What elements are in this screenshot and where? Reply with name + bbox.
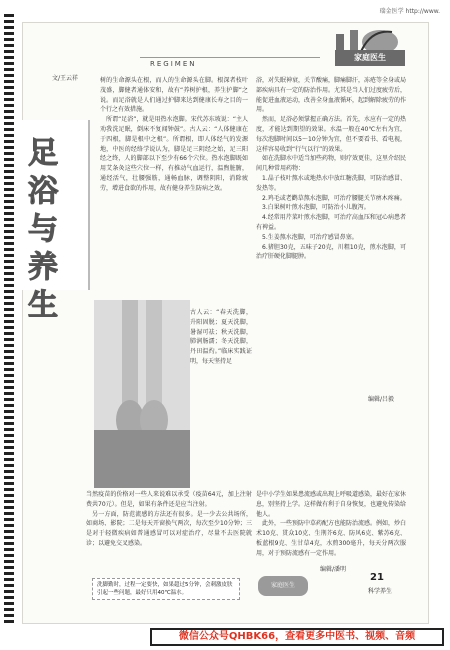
article-column-2: 浴，对失眠神衰，关节酸痛，脚痛脚汗，冻疮等全身或局部疾病具有一定的防治作用。尤其是当人们过度疲劳后，能促进血液运动，改善全身血液循环，起到解除疲劳的作用。 然而，足浴必须掌握正确方法。首先，水应有一定的热度，才能达到期望的效果。水温一般在40℃左右为宜，每次泡脚时间以5～10分钟为宜，但不要看书、看电视，这样容易收到“行气以行”的效果。 如在洗脚水中适当加些药物，则疗效更佳，这里介绍民间几种常用药物： 1.晶子枝叶熬水或地热水中放红糖洗脚，可防治感冒、发热等。 2.鸡毛或老鹳草熬水泡脚，可治疗腰腿关节痹木疼痛。 3.白果树叶煎水泡脚，可防治小儿腹泻。 4.经常用芹菜叶煎水泡脚，可治疗高血压和冠心病患者有裨益。 5.生姜熬水泡脚，可治疗感冒鼻塞。 6.猪胆30克，五味子20克，川粗10克，煎水泡脚，可治疗肝硬化脚腿肿。 <box>256 77 407 261</box>
editor-signature: 编辑/吕毅 <box>368 396 395 403</box>
article-column-4: 是中小学生如果患流感或出现上呼吸道感染，最好在家休息，别坚持上学。这样做有利于自身恢复，也避免传染给他人。 此外，一些预防中草药配方也能防治流感。例如，炒白术10克、贯众10克、生荆芥6克、防风6克、紫苏6克、板蓝根9克、生甘草4克，水煎300毫升，每天分两次服用，对于预防流感有一定作用。 <box>256 491 407 557</box>
editor-signature: 编辑/潘明 <box>320 566 347 573</box>
page-number: 21 <box>370 572 384 583</box>
footer-badge: 家庭医生 <box>258 576 308 596</box>
title-char: 生 <box>28 288 58 323</box>
page-label: 科学养生 <box>368 588 393 595</box>
title-char: 浴 <box>28 174 58 209</box>
feet-in-water-photo <box>94 300 190 488</box>
wechat-banner: 微信公众号QHBK66，查看更多中医书、视频、音频 <box>150 628 444 646</box>
article-title <box>28 135 58 325</box>
header-url: 瑞金医学 http://www. <box>379 8 440 15</box>
title-char: 养 <box>28 250 58 285</box>
article-column-3: 当然疫苗的价格对一些人来说难以承受（疫苗64元，加上注射费共70元）。但是，如果有条件还是应当注射。 另一方面，防范流感的方法还有很多。是一少去公共场所，如商场、影院；二是每天开窗换气两次，每次至少10分钟；三是对于轻微疾病如普通感冒可以对症治疗，尽量不去医院就诊；以避免交叉感染。 <box>86 491 252 547</box>
title-char: 与 <box>28 212 58 247</box>
binding-strip <box>4 14 14 624</box>
article-column-1: 树的生命源头在根，而人的生命源头在脚。根深者枝叶茂盛，脚健者通体安和，故有“养树护根，养生护脚”之说。而足浴就是人们通过护脚来达到健康长寿之目的一个行之有效措施。 所谓“足浴”，就是用热水泡脚。宋代苏东坡说：“主人劝我洗足眠，倒床不复闻钟鼓”。古人云：“人体健康在于四根，脚是根中之根”。所谓根，即人体经气的发源地，中医的经络学说认为，脚是足三阴经之始，足三阳经之终，人的脚部以下至少有66个穴位。热水泡脚既如用艾条灸这些穴位一样，有推动气血运行，温煦脏腑，通经活气，壮腰强筋，通畅血脉，调整阴阳，消除疲劳，增进食欲的作用，故有健身养生防病之效。 <box>100 77 248 192</box>
tip-box: 洗脚勤时，过程一定要快，如果超过5分钟，会刺激皮肤引起一些问题，最好只用40℃温水。 <box>92 578 240 600</box>
article-column-1b: 古人云：“春天洗脚，升阳固脱；夏天洗脚，暑湿可祛；秋天洗脚，肺润肠濡；冬天洗脚，丹田温灼。”临床实践证明，每天坚持足 <box>190 309 252 365</box>
author-byline: 文/王云祥 <box>52 75 79 82</box>
section-title: 家庭医生 <box>335 50 405 66</box>
magazine-strip: REGIMEN <box>150 60 197 68</box>
header-rule <box>140 57 320 58</box>
feet-photo-icon <box>94 300 190 488</box>
title-char: 足 <box>28 136 58 171</box>
